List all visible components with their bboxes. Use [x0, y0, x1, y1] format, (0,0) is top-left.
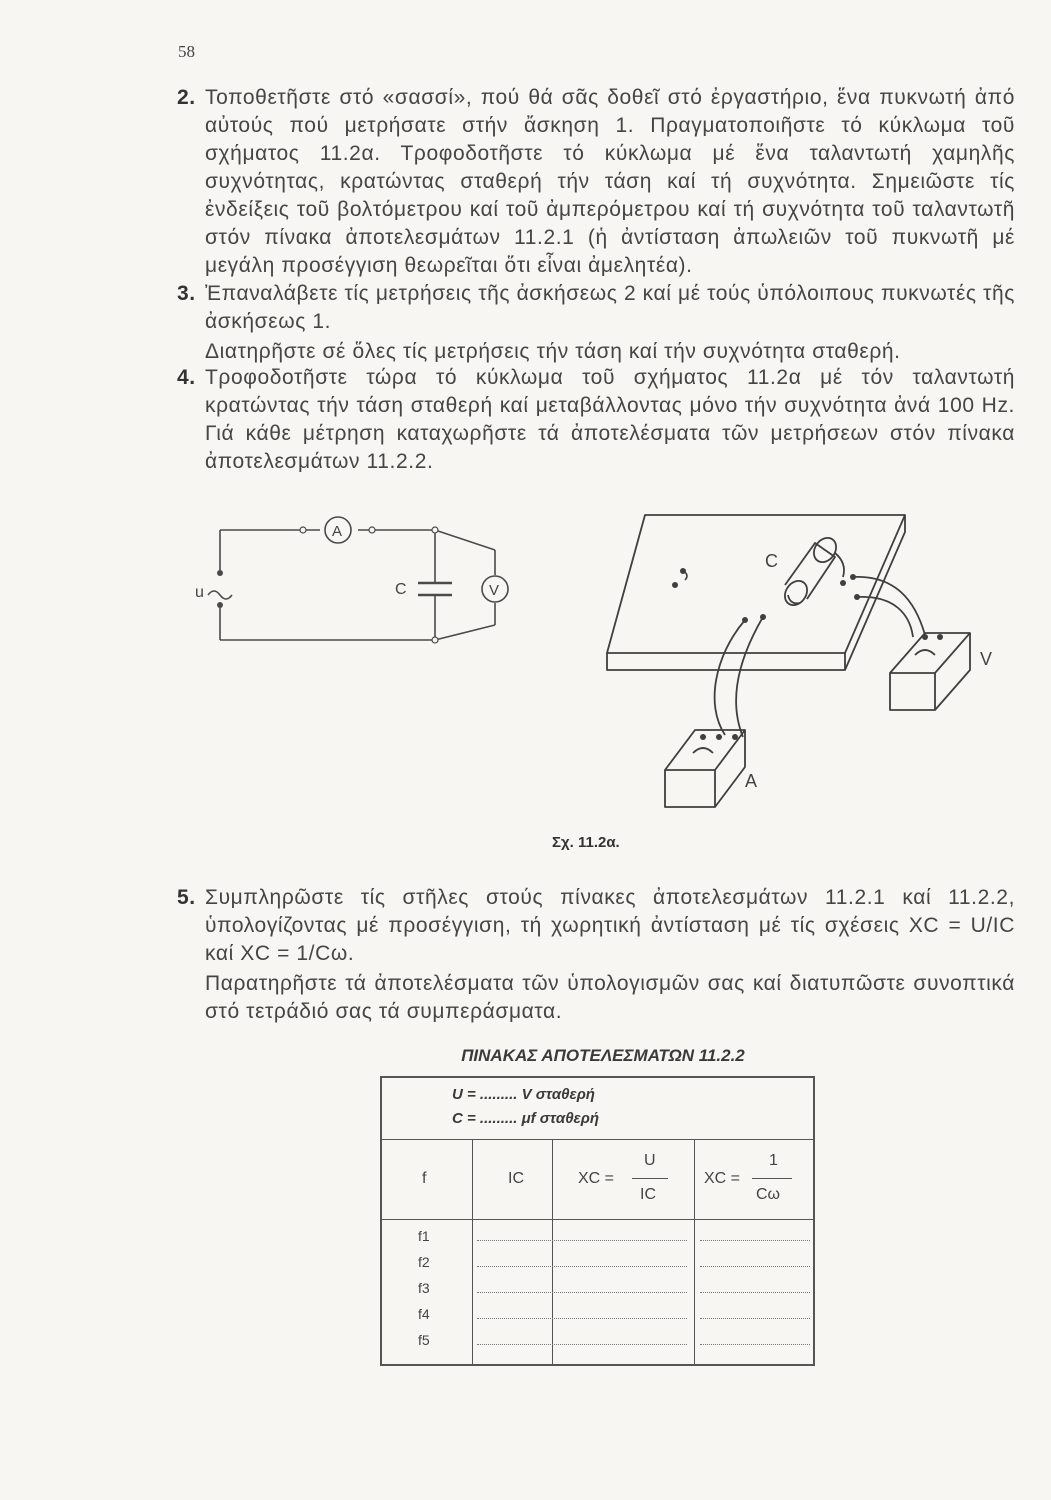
col-f: f — [422, 1170, 427, 1187]
column-divider — [472, 1140, 473, 1364]
column-divider — [552, 1140, 553, 1364]
col-ic: IC — [508, 1170, 524, 1187]
instruction-4 — [177, 364, 1015, 476]
table-row-label: f2 — [418, 1254, 430, 1270]
dotted-line — [700, 1240, 810, 1241]
dotted-line — [700, 1292, 810, 1293]
dotted-line — [700, 1318, 810, 1319]
table-row-label: f1 — [418, 1228, 430, 1244]
source-label: u — [195, 584, 204, 601]
fraction-bar — [752, 1178, 792, 1179]
bench-capacitor-label: C — [765, 551, 778, 571]
dotted-line — [477, 1240, 687, 1241]
voltmeter-label: V — [489, 582, 500, 599]
dotted-line — [477, 1266, 687, 1267]
capacitor-label: C — [395, 581, 407, 598]
page-number: 58 — [178, 42, 195, 61]
col-xc-ratio-den: IC — [640, 1186, 656, 1203]
table-row-label: f5 — [418, 1332, 430, 1348]
column-divider — [694, 1140, 695, 1364]
item-text: Ἐπαναλάβετε τίς μετρήσεις τῆς ἀσκήσεως 2 καί μέ τούς ὑπόλοιπους πυκνωτές τῆς ἀσκήσεως 1. — [205, 282, 1015, 333]
dotted-line — [700, 1266, 810, 1267]
instruction-2 — [177, 84, 1015, 280]
ammeter-label: A — [332, 523, 343, 540]
constant-capacitance: C = ......... μf σταθερή — [452, 1110, 599, 1127]
item-number: 5. — [177, 886, 196, 909]
col-xc-inv-left: XC = — [704, 1170, 741, 1187]
item-number: 2. — [177, 86, 196, 109]
table-row-label: f3 — [418, 1280, 430, 1296]
table-title: ΠΙΝΑΚΑΣ ΑΠΟΤΕΛΕΣΜΑΤΩΝ 11.2.2 — [461, 1046, 745, 1065]
circuit-schematic — [190, 505, 520, 655]
fraction-bar — [632, 1178, 668, 1179]
item-text-continuation: Παρατηρῆστε τά ἀποτελέσματα τῶν ὑπολογισμῶν σας καί διατυπῶστε συνοπτικά στό τετράδιό σας τά συμπεράσματα. — [205, 972, 1015, 1023]
item-text: Συμπληρῶστε τίς στῆλες στούς πίνακες ἀποτελεσμάτων 11.2.1 καί 11.2.2, ὑπολογίζοντας μέ προσέγγιση, τή χωρητική ἀντίσταση μέ τίς σχέσεις XC = U/IC καί XC = 1/Cω. — [205, 886, 1015, 965]
dotted-line — [477, 1292, 687, 1293]
results-table — [380, 1076, 815, 1366]
table-row-label: f4 — [418, 1306, 430, 1322]
col-xc-inv-num: 1 — [769, 1152, 778, 1169]
item-text-continuation: Διατηρῆστε σέ ὅλες τίς μετρήσεις τήν τάση καί τήν συχνότητα σταθερή. — [205, 340, 901, 363]
bench-ammeter-label: A — [745, 771, 758, 791]
dotted-line — [700, 1344, 810, 1345]
table-header — [382, 1140, 813, 1220]
col-xc-ratio-num: U — [644, 1152, 656, 1169]
figure-caption: Σχ. 11.2α. — [552, 834, 620, 851]
item-text: Τροφοδοτῆστε τώρα τό κύκλωμα τοῦ σχήματος 11.2α μέ τόν ταλαντωτή κρατώντας τήν τάση σταθερή καί μεταβάλλοντας μόνο τήν συχνότητα ἀνά 100 Hz. Γιά κάθε μέτρηση καταχωρῆστε τά ἀποτελέσματα τῶν μετρήσεων στόν πίνακα ἀποτελεσμάτων 11.2.2. — [205, 366, 1015, 473]
bench-voltmeter-label: V — [980, 649, 993, 669]
dotted-line — [477, 1344, 687, 1345]
constant-voltage: U = ......... V σταθερή — [452, 1086, 595, 1103]
instruction-5 — [177, 884, 1015, 1026]
table-constants — [382, 1078, 813, 1140]
bench-drawing — [595, 505, 1015, 830]
col-xc-ratio-left: XC = — [578, 1170, 615, 1187]
item-number: 4. — [177, 366, 196, 389]
instruction-3 — [177, 280, 1015, 366]
item-text: Τοποθετῆστε στό «σασσί», πού θά σᾶς δοθεῖ στό ἐργαστήριο, ἕνα πυκνωτή ἀπό αὐτούς πού μετρήσατε στήν ἄσκηση 1. Πραγματοποιῆστε τό κύκλωμα τοῦ σχήματος 11.2α. Τροφοδοτῆστε τό κύκλωμα μέ ἕνα ταλαντωτή χαμηλῆς συχνότητας, κρατώντας σταθερή τήν τάση καί τή συχνότητα. Σημειῶστε τίς ἐνδείξεις τοῦ βολτόμετρου καί τοῦ ἀμπερόμετρου καί τή συχνότητα τοῦ ταλαντωτῆ στόν πίνακα ἀποτελεσμάτων 11.2.1 (ἡ ἀντίσταση ἀπωλειῶν τοῦ πυκνωτῆ μέ μεγάλη προσέγγιση θεωρεῖται ὅτι εἶναι ἀμελητέα). — [205, 86, 1015, 277]
dotted-line — [477, 1318, 687, 1319]
item-number: 3. — [177, 282, 196, 305]
col-xc-inv-den: Cω — [756, 1186, 781, 1203]
